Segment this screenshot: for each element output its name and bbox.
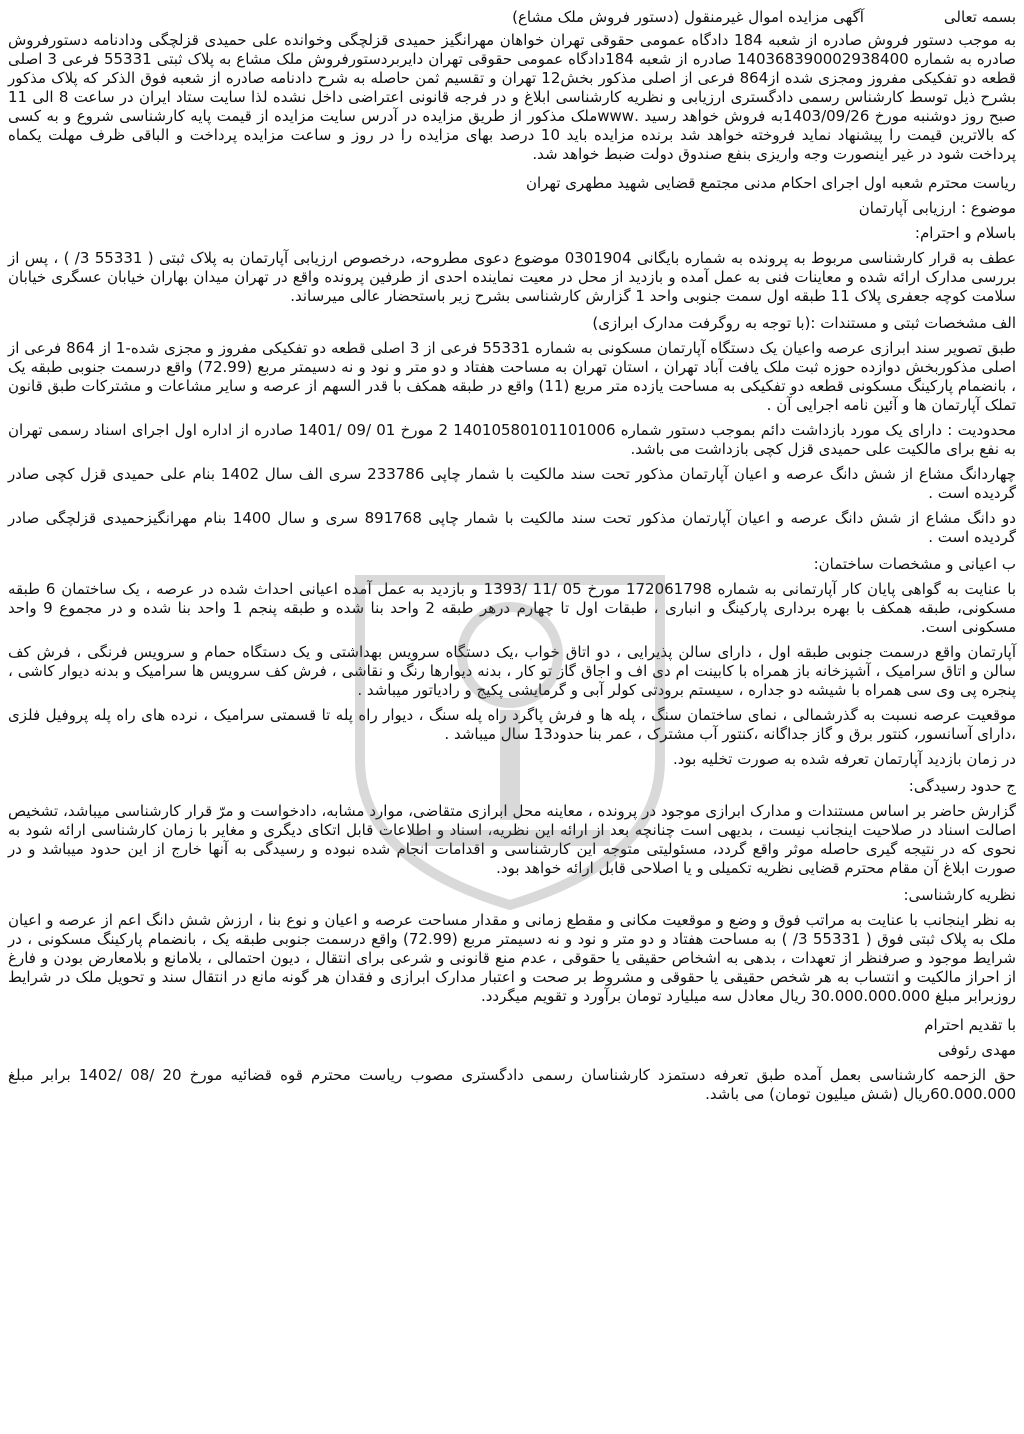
basmala: بسمه تعالی [943, 8, 1016, 26]
section-b-paragraph-2: آپارتمان واقع درسمت جنوبی طبقه اول ، دارای سالن پذیرایی ، دو اتاق خواب ،یک دستگاه سرویس بهداشتی و یک دستگاه حمام و سرویس فرنگی ، فرش کف سالن و اتاق سرامیک ، آشپزخانه باز همراه با کابینت ام دی اف و اجاق گاز تو کار ، بدنه دیوارها رنگ و نقاشی ، فرش کف سرویس ها سرامیک و بدنه دیوار کاشی ، پنجره پی وی سی همراه با شیشه دو جداره ، سیستم برودتی کولر آبی و گرمایشی پکیج و رادیاتور میباشد . [8, 643, 1016, 699]
fee-paragraph: حق الزحمه کارشناسی بعمل آمده طبق تعرفه دستمزد کارشناسان رسمی دادگستری مصوب ریاست محترم قوه قضائیه مورخ 20 /08 /1402 برابر مبلغ 60.000.000ریال (شش میلیون تومان) می باشد. [8, 1066, 1016, 1103]
section-a-paragraph-3: چهاردانگ مشاع از شش دانگ عرصه و اعیان آپارتمان مذکور تحت سند مالکیت با شمار چاپی 233786 سری الف سال 1402 بنام علی حمیدی قزل کچی صادر گردیده است . [8, 465, 1017, 502]
section-b-paragraph-3: موقعیت عرصه نسبت به گذرشمالی ، نمای ساختمان سنگ ، پله ها و فرش پاگرد راه پله سنگ ، دیوار راه پله تا قسمتی سرامیک ، نرده های راه پله پروفیل فلزی ،دارای آسانسور، کنتور برق و گاز جداگانه ،کنتور آب مشترک ، عمر بنا حدود13 سال میباشد . [8, 706, 1016, 743]
section-d-title: نظریه کارشناسی: [903, 886, 1016, 904]
section-b-paragraph-4: در زمان بازدید آپارتمان تعرفه شده به صورت تخلیه بود. [672, 750, 1016, 768]
opening-paragraph: عطف به قرار کارشناسی مربوط به پرونده به شماره بایگانی 0301904 موضوع دعوی مطروحه، درخصوص ارزیابی آپارتمان به پلاک ثبتی ( 55331 3/ ) ، پس از بررسی مدارک ارائه شده و معاینات فنی به عمل آمده و بازدید از محل در معیت نماینده احدی از طرفین پرونده واقع در تهران میدان بهاران خیابان عسگری خیابان سلامت کوچه جعفری پلاک 11 طبقه اول سمت جنوبی واحد 1 گزارش کارشناسی بشرح زیر باستحضار عالی میرساند. [8, 249, 1016, 305]
section-b-paragraph-1: با عنایت به گواهی پایان کار آپارتمانی به شماره 172061798 مورخ 05 /11 /1393 و بازدید به عمل آمده اعیانی احداث شده در عرصه ، یک ساختمان 6 طبقه مسکونی، طبقه همکف با بهره برداری پارکینگ و انباری ، طبقات اول تا چهارم درهر طبقه 2 واحد بنا شده و طبقه پنجم 1 واحد بنا شده و در مجموع 9 واحد مسکونی است. [8, 580, 1016, 636]
header [8, 8, 1016, 27]
closing: با تقدیم احترام [924, 1016, 1016, 1034]
section-b-title: ب اعیانی و مشخصات ساختمان: [813, 555, 1016, 573]
section-a-paragraph-2: محدودیت : دارای یک مورد بازداشت دائم بموجب دستور شماره 14010580101101006 2 مورخ 01 /09 /1401 صادره از اداره اول اجرای اسناد رسمی تهران به نفع برای مالکیت علی حمیدی قزل کچی بازداشت می باشد. [8, 421, 1016, 458]
subject: موضوع : ارزیابی آپارتمان [858, 199, 1016, 217]
section-c-paragraph-1: گزارش حاضر بر اساس مستندات و مدارک ابرازی موجود در پرونده ، معاینه محل ابرازی متقاضی، موارد مشابه، دادخواست و مرّ قرار کارشناسی میباشد، تشخیص اصالت اسناد در صلاحیت اینجانب نیست ، بدیهی است چنانچه بعد از ارائه این نظریه، اسناد و اطلاعات قابل اتکای دیگری و مغایر با زمان کارشناسی ارائه شود به نحوی که در نتیجه گیری حاصله موثر واقع گردد، مسئولیتی متوجه این کارشناسی و اقدامات انجام شده نبوده و رسیدگی به آنها خارج از این حدود میباشد و در صورت ابلاغ آن مقام محترم قضایی نظریه تکمیلی و یا اصلاحی قابل ارائه خواهد بود. [8, 802, 1016, 877]
section-a-paragraph-1: طبق تصویر سند ابرازی عرصه واعیان یک دستگاه آپارتمان مسکونی به شماره 55331 فرعی از 3 اصلی قطعه دو تفکیکی مفروز و مجزی شده-1 از 864 فرعی از اصلی مذکوربخش دوازده حوزه ثبت ملک یافت آباد تهران ، استان تهران به مساحت هفتاد و دو متر و نود و نه دسیمتر مربع (72.99) واقع درسمت جنوبی طبقه یک ، بانضمام پارکینگ مسکونی قطعه دو تفکیکی به مساحت یازده متر مربع (11) واقع در طبقه همکف با قدر السهم از عرصه و سایر مشاعات و مشترکات طبق قانون تملک آپارتمان ها و آئین نامه اجرایی آن . [8, 339, 1016, 414]
section-d-paragraph-1: به نظر اینجانب با عنایت به مراتب فوق و وضع و موقعیت مکانی و مقطع زمانی و مقدار مساحت عرصه و اعیان و نوع بنا ، ارزش شش دانگ اعم از عرصه و اعیان ملک به پلاک ثبتی فوق ( 55331 3/ ) به مساحت هفتاد و دو متر و نود و نه دسیمتر مربع (72.99) واقع درسمت جنوبی طبقه یک ، بانضمام پارکینگ مسکونی ، در شرایط موجود و صرفنظر از تعهدات ، بدهی به اشخاص حقیقی یا حقوقی ، عدم منع قانونی و شرعی برای انتقال ، دیون احتمالی ، بلامانع و بلامعارض بودن و فارغ از احراز مالکیت و انتساب به هر شخص حقیقی یا حقوقی و مشروط بر صحت و اعتبار مدارک ابرازی و فقدان هر گونه مانع در انتقال سند و تحویل ملک در شرایط روزبرابر مبلغ 30.000.000.000 ریال معادل سه میلیارد تومان برآورد و تقویم میگردد. [8, 911, 1016, 1005]
greeting: باسلام و احترام: [914, 224, 1016, 242]
intro-paragraph: به موجب دستور فروش صادره از شعبه 184 دادگاه عمومی حقوقی تهران خواهان مهرانگیز حمیدی قزلچگی وخوانده علی حمیدی قزلچگی ودادنامه دستورفروش صادره به شماره 140368390002938400 صادره از شعبه 184دادگاه عمومی حقوقی تهران دایربردستورفروش ملک مشاع به پلاک ثبتی 55331 فرعی 3 اصلی قطعه دو تفکیکی مفروز ومجزی شده از864 فرعی از اصلی مذکور بخش12 تهران و تقسیم ثمن حاصله به شرح دادنامه صادره از شعبه فوق الذکر که پلاک مذکور بشرح ذیل توسط کارشناس رسمی دادگستری ارزیابی و نظریه کارشناسی ابلاغ و در فرجه قانونی اعتراضی داخل نشده لذا سایت ستاد ایران در ساعت 8 الی 11 صبح روز دوشنبه مورخ 1403/09/26به فروش خواهد رسید .wwwملک مذکور از طریق مزایده در آدرس سایت مزایده از قیمت پایه کارشناسی شروع و به کسی که بالاترین قیمت را پیشنهاد نماید فروخته خواهد شد برنده مزایده باید 10 درصد بهای مزایده را در روز و ساعت مزایده پرداخت و الباقی ظرف مهلت یکماه پرداخت شود در غیر اینصورت وجه واریزی بنفع صندوق دولت ضبط خواهد شد. [8, 31, 1017, 163]
signature: مهدی رئوفی [937, 1041, 1016, 1059]
section-a-title: الف مشخصات ثبتی و مستندات :(با توجه به روگرفت مدارک ابرازی) [592, 314, 1016, 332]
page-title: آگهی مزایده اموال غیرمنقول (دستور فروش ملک مشاع) [512, 8, 864, 26]
section-c-title: ج حدود رسیدگی: [908, 777, 1016, 795]
addressee: ریاست محترم شعبه اول اجرای احکام مدنی مجتمع قضایی شهید مطهری تهران [525, 174, 1016, 192]
section-a-paragraph-4: دو دانگ مشاع از شش دانگ عرصه و اعیان آپارتمان مذکور تحت سند مالکیت با شمار چاپی 891768 سری و سال 1400 بنام مهرانگیزحمیدی قزلچگی صادر گردیده است . [8, 509, 1016, 546]
